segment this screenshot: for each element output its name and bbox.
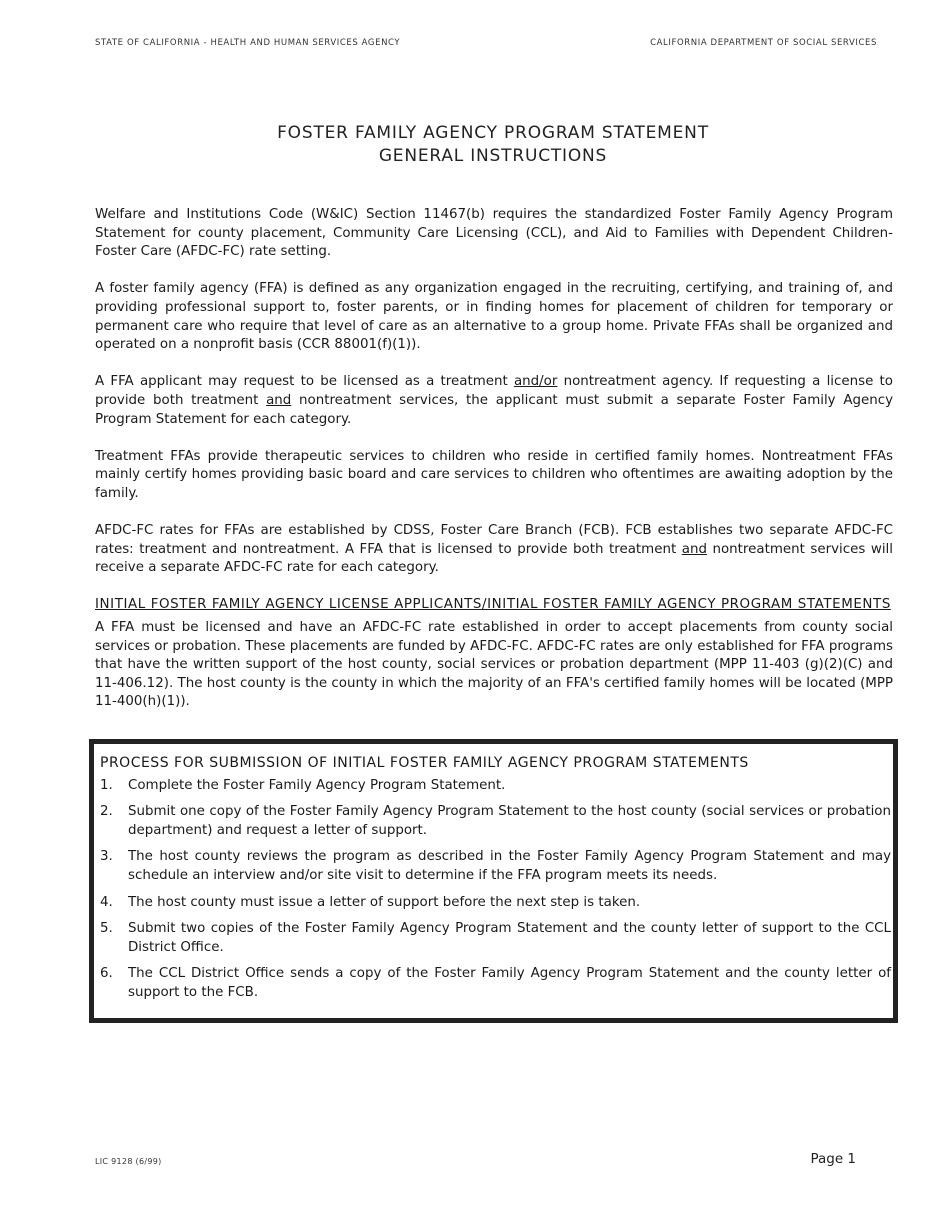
paragraph-wic: Welfare and Institutions Code (W&IC) Section 11467(b) requires the standardized Foster Family Agency Program Statement for county placement, Community Care Licensing (CCL), and Aid to Families with Dependent Children-Foster Care (AFDC-FC) rate setting. xyxy=(95,207,893,260)
step-text: The host county reviews the program as described in the Foster Family Agency Program Statement and may schedule an interview and/or site visit to determine if the FFA program meets its needs. xyxy=(128,849,891,883)
process-step xyxy=(100,777,891,796)
step-number: 1. xyxy=(100,777,113,793)
text: AFDC-FC rates for FFAs are established by CDSS, Foster Care Branch (FCB). FCB establishes two separate AFDC-FC rates: treatment and nontreatment. A FFA that is licensed to provide both treatment xyxy=(95,523,893,557)
paragraph-ffa-definition: A foster family agency (FFA) is defined as any organization engaged in the recruiting, certifying, and training of, and providing professional support to, foster parents, or in finding homes for placement of children for temporary or permanent care who require that level of care as an alternative to a group home. Private FFAs shall be organized and operated on a nonprofit basis (CCR 88001(f)(1)). xyxy=(95,281,893,353)
step-text: Complete the Foster Family Agency Program Statement. xyxy=(128,777,506,793)
step-text: Submit one copy of the Foster Family Agency Program Statement to the host county (social services or probation department) and request a letter of support. xyxy=(128,804,891,838)
text: A FFA applicant may request to be licensed as a treatment xyxy=(95,374,514,390)
text: nontreatment services, the applicant must submit a separate Foster Family Agency Program Statement for each category. xyxy=(95,392,893,427)
process-step xyxy=(100,848,891,885)
page-number: Page 1 xyxy=(810,1151,856,1167)
step-text: The host county must issue a letter of support before the next step is taken. xyxy=(128,894,641,910)
text: nontreatment agency. If requesting a license to provide both treatment xyxy=(95,374,893,408)
paragraph-treatment-ffas: Treatment FFAs provide therapeutic services to children who reside in certified family homes. Nontreatment FFAs mainly certify homes providing basic board and care services to children who oftentimes are awaiting adoption by the family. xyxy=(95,448,893,501)
process-step xyxy=(100,965,891,1002)
step-number: 5. xyxy=(100,921,113,937)
paragraph-license-types xyxy=(95,373,893,429)
step-text: The CCL District Office sends a copy of the Foster Family Agency Program Statement and the county letter of support to the FCB. xyxy=(128,966,891,1000)
paragraph-initial-applicants: A FFA must be licensed and have an AFDC-FC rate established in order to accept placements from county social services or probation. These placements are funded by AFDC-FC. AFDC-FC rates are only established for FFA programs that have the written support of the host county, social services or probation department (MPP 11-403 (g)(2)(C) and 11-406.12). The host county is the county in which the majority of an FFA's certified family homes will be located (MPP 11-400(h)(1)). xyxy=(95,620,893,710)
text: nontreatment services will receive a separate AFDC-FC rate for each category. xyxy=(95,541,893,576)
underlined-and: and xyxy=(681,541,707,557)
step-number: 2. xyxy=(100,804,113,820)
paragraph-afdc-rates xyxy=(95,522,893,578)
underlined-and-or: and/or xyxy=(513,374,558,390)
step-number: 3. xyxy=(100,849,113,865)
section-heading-initial-applicants: INITIAL FOSTER FAMILY AGENCY LICENSE APPLICANTS/INITIAL FOSTER FAMILY AGENCY PROGRAM STATEMENTS xyxy=(95,597,891,613)
process-step xyxy=(100,920,891,957)
header-agency: STATE OF CALIFORNIA - HEALTH AND HUMAN SERVICES AGENCY xyxy=(95,38,401,48)
title-line-2: GENERAL INSTRUCTIONS xyxy=(378,146,608,166)
step-text: Submit two copies of the Foster Family Agency Program Statement and the county letter of support to the CCL District Office. xyxy=(128,921,891,955)
step-number: 4. xyxy=(100,894,113,910)
instructions-body xyxy=(95,206,893,712)
underlined-and: and xyxy=(266,392,292,408)
title-line-1: FOSTER FAMILY AGENCY PROGRAM STATEMENT xyxy=(277,123,709,143)
process-box xyxy=(89,739,898,1023)
process-step xyxy=(100,803,891,840)
page-title xyxy=(0,122,950,168)
process-box-title: PROCESS FOR SUBMISSION OF INITIAL FOSTER FAMILY AGENCY PROGRAM STATEMENTS xyxy=(100,755,749,771)
form-id: LIC 9128 (6/99) xyxy=(95,1157,162,1166)
process-step xyxy=(100,894,891,913)
step-number: 6. xyxy=(100,966,113,982)
header-department: CALIFORNIA DEPARTMENT OF SOCIAL SERVICES xyxy=(650,38,877,48)
